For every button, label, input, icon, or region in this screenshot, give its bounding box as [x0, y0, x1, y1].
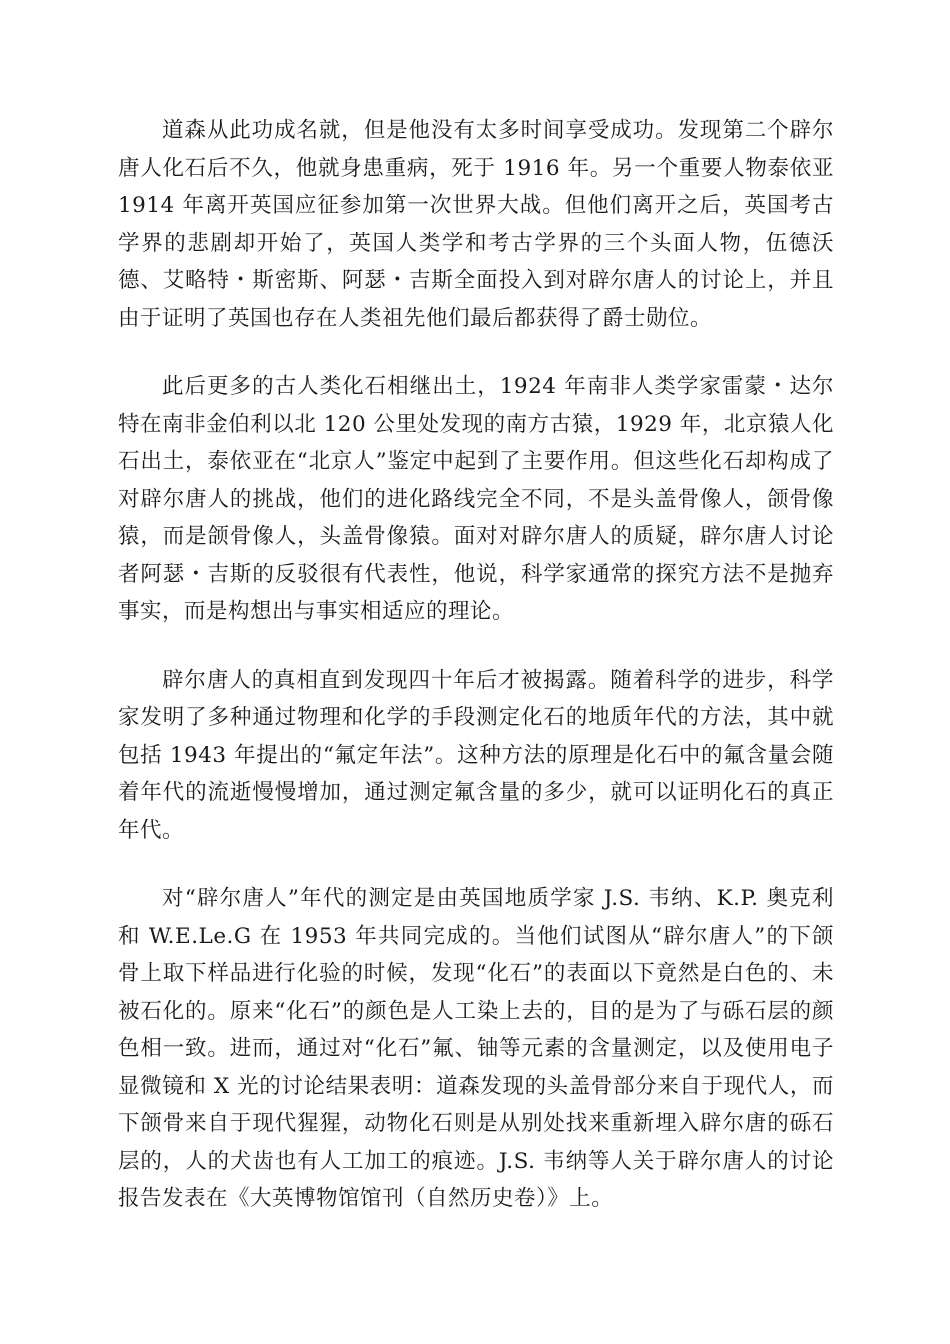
document-body	[118, 112, 834, 1249]
paragraph-3: 辟尔唐人的真相直到发现四十年后才被揭露。随着科学的进步，科学家发明了多种通过物理和化学的手段测定化石的地质年代的方法，其中就包括 1943 年提出的“氟定年法”。这种方法的原理是化石中的氟含量会随着年代的流逝慢慢增加，通过测定氟含量的多少，就可以证明化石的真正年代。	[118, 667, 834, 843]
paragraph-4: 对“辟尔唐人”年代的测定是由英国地质学家 J.S. 韦纳、K.P. 奥克利和 W.E.Le.G 在 1953 年共同完成的。当他们试图从“辟尔唐人”的下颌骨上取下样品进行化验的时候，发现“化石”的表面以下竟然是白色的、未被石化的。原来“化石”的颜色是人工染上去的，目的是为了与砾石层的颜色相一致。进而，通过对“化石”氟、铀等元素的含量测定，以及使用电子显微镜和 X 光的讨论结果表明：道森发现的头盖骨部分来自于现代人，而下颌骨来自于现代猩猩，动物化石则是从别处找来重新埋入辟尔唐的砾石层的，人的犬齿也有人工加工的痕迹。J.S. 韦纳等人关于辟尔唐人的讨论报告发表在《大英博物馆馆刊（自然历史卷）》上。	[118, 886, 834, 1211]
paragraph-2: 此后更多的古人类化石相继出土，1924 年南非人类学家雷蒙・达尔特在南非金伯利以北 120 公里处发现的南方古猿，1929 年，北京猿人化石出土，泰依亚在“北京人”鉴定中起到了主要作用。但这些化石却构成了对辟尔唐人的挑战，他们的进化路线完全不同，不是头盖骨像人，颌骨像猿，而是颌骨像人，头盖骨像猿。面对对辟尔唐人的质疑，辟尔唐人讨论者阿瑟・吉斯的反驳很有代表性，他说，科学家通常的探究方法不是抛弃事实，而是构想出与事实相适应的理论。	[118, 374, 834, 624]
paragraph-1: 道森从此功成名就，但是他没有太多时间享受成功。发现第二个辟尔唐人化石后不久，他就身患重病，死于 1916 年。另一个重要人物泰依亚 1914 年离开英国应征参加第一次世界大战。但他们离开之后，英国考古学界的悲剧却开始了，英国人类学和考古学界的三个头面人物，伍德沃德、艾略特・斯密斯、阿瑟・吉斯全面投入到对辟尔唐人的讨论上，并且由于证明了英国也存在人类祖先他们最后都获得了爵士勋位。	[118, 118, 834, 331]
